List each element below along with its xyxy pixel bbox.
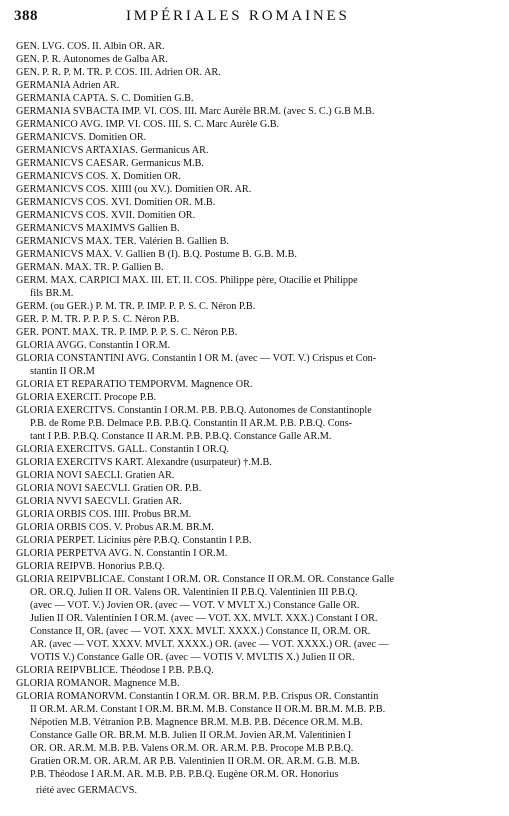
entry-continuation-line: VOTIS V.) Constance Galle OR. (avec — VOTIS V. MVLTIS X.) Julien II OR. <box>30 652 355 663</box>
entry-line: GLORIA REIPVBLICAE. Constant I OR.M. OR. Constance II OR.M. OR. Constance Galle <box>16 574 395 585</box>
entry-continuation-line: (avec — VOT. V.) Jovien OR. (avec — VOT. V MVLT X.) Constance Galle OR. <box>30 600 360 611</box>
entry-line: GLORIA NOVI SAECLI. Gratien AR. <box>16 470 175 481</box>
entry-line: GLORIA PERPET. Licinius père P.B.Q. Constantin I P.B. <box>16 535 252 546</box>
entry-continuation-line: P.B. de Rome P.B. Delmace P.B. P.B.Q. Constantin II AR.M. P.B. P.B.Q. Cons- <box>30 418 353 429</box>
entry-line: GERMANICVS MAXIMVS Gallien B. <box>16 223 180 234</box>
entry-continuation-line: stantin II OR.M <box>30 366 95 377</box>
entry-line: GLORIA ORBIS COS. V. Probus AR.M. BR.M. <box>16 522 214 533</box>
entry-line: GLORIA ROMANORVM. Constantin I OR.M. OR. BR.M. P.B. Crispus OR. Constantin <box>16 691 379 702</box>
entry-continuation-line: II OR.M. AR.M. Constant I OR.M. BR.M. M.B. Constance II OR.M. BR.M. M.B. P.B. <box>30 704 386 715</box>
entry-continuation-line: tant I P.B. P.B.Q. Constance II AR.M. P.B. P.B.Q. Constance Galle AR.M. <box>30 431 332 442</box>
entry-continuation-line: AR. (avec — VOT. XXXV. MVLT. XXXX.) OR. (avec — VOT. XXXX.) OR. (avec — <box>30 639 389 650</box>
entry-list <box>16 40 497 781</box>
entry-line: GLORIA ROMANOR. Magnence M.B. <box>16 678 180 689</box>
entry-line: GERMANIA Adrien AR. <box>16 80 120 91</box>
running-header <box>14 8 495 30</box>
footnote: riété avec GERMACVS. <box>36 785 138 796</box>
entry-line: GLORIA CONSTANTINI AVG. Constantin I OR M. (avec — VOT. V.) Crispus et Con- <box>16 353 377 364</box>
entry-line: GLORIA AVGG. Constantin I OR.M. <box>16 340 171 351</box>
entry-line: GLORIA EXERCIT. Procope P.B. <box>16 392 157 403</box>
entry-line: GERMANICVS MAX. TER. Valérien B. Gallien B. <box>16 236 229 247</box>
entry-continuation-line: Julien II OR. Valentinien I OR.M. (avec — VOT. XX. MVLT. XXX.) Constant I OR. <box>30 613 378 624</box>
entry-line: GERMANICVS MAX. V. Gallien B (I). B.Q. Postume B. G.B. M.B. <box>16 249 297 260</box>
entry-line: GLORIA REIPVB. Honorius P.B.Q. <box>16 561 165 572</box>
entry-line: GLORIA ORBIS COS. IIII. Probus BR.M. <box>16 509 192 520</box>
entry-line: GLORIA ET REPARATIO TEMPORVM. Magnence OR. <box>16 379 253 390</box>
entry-line: GERMANICO AVG. IMP. VI. COS. III. S. C. Marc Aurèle G.B. <box>16 119 280 130</box>
entry-line: GLORIA NVVI SAECVLI. Gratien AR. <box>16 496 182 507</box>
entry-line: GERMANICVS. Domitien OR. <box>16 132 147 143</box>
entry-line: GEN. P. R. P. M. TR. P. COS. III. Adrien OR. AR. <box>16 67 221 78</box>
entry-continuation-line: OR. OR. AR.M. M.B. P.B. Valens OR.M. OR. AR.M. P.B. Procope M.B P.B.Q. <box>30 743 354 754</box>
entry-line: GLORIA EXERCITVS. Constantin I OR.M. P.B. P.B.Q. Autonomes de Constantinople <box>16 405 372 416</box>
entry-continuation-line: P.B. Théodose I AR.M. AR. M.B. P.B. P.B.Q. Eugène OR.M. OR. Honorius <box>30 769 339 780</box>
entry-line: GERMANIA CAPTA. S. C. Domitien G.B. <box>16 93 194 104</box>
entry-line: GLORIA PERPETVA AVG. N. Constantin I OR.M. <box>16 548 228 559</box>
entry-line: GERMANICVS CAESAR. Germanicus M.B. <box>16 158 204 169</box>
entry-continuation-line: Constance II, OR. (avec — VOT. XXX. MVLT. XXXX.) Constance II, OR.M. OR. <box>30 626 371 637</box>
entry-continuation-line: OR. OR.Q. Julien II OR. Valens OR. Valentinien II P.B.Q. Valentinien III P.B.Q. <box>30 587 358 598</box>
entry-line: GERMANICVS COS. XIIII (ou XV.). Domitien OR. AR. <box>16 184 252 195</box>
entry-line: GERM. MAX. CARPICI MAX. III. ET. II. COS. Philippe père, Otacilie et Philippe <box>16 275 358 286</box>
entry-line: GER. PONT. MAX. TR. P. IMP. P. P. S. C. Néron P.B. <box>16 327 238 338</box>
page-title: IMPÉRIALES ROMAINES <box>126 8 350 24</box>
page-number: 388 <box>14 8 38 24</box>
entry-line: GLORIA EXERCITVS KART. Alexandre (usurpateur) †.M.B. <box>16 457 272 468</box>
entry-line: GEN. P. R. Autonomes de Galba AR. <box>16 54 168 65</box>
entry-continuation-line: Gratien OR.M. OR. AR.M. AR P.B. Valentinien II OR.M. OR. AR.M. G.B. M.B. <box>30 756 360 767</box>
entry-line: GERMAN. MAX. TR. P. Gallien B. <box>16 262 164 273</box>
entry-continuation-line: Constance Galle OR. BR.M. M.B. Julien II OR.M. Jovien AR.M. Valentinien I <box>30 730 352 741</box>
entry-line: GLORIA NOVI SAECVLI. Gratien OR. P.B. <box>16 483 202 494</box>
entry-line: GEN. LVG. COS. II. Albin OR. AR. <box>16 41 165 52</box>
entry-line: GER. P. M. TR. P. P. P. S. C. Néron P.B. <box>16 314 180 325</box>
entry-line: GERM. (ou GER.) P. M. TR. P. IMP. P. P. S. C. Néron P.B. <box>16 301 256 312</box>
entry-line: GLORIA EXERCITVS. GALL. Constantin I OR.Q. <box>16 444 230 455</box>
entry-line: GERMANIA SVBACTA IMP. VI. COS. III. Marc Aurèle BR.M. (avec S. C.) G.B M.B. <box>16 106 375 117</box>
entry-line: GERMANICVS COS. X. Domitien OR. <box>16 171 181 182</box>
entry-line: GLORIA REIPVBLICE. Théodose I P.B. P.B.Q. <box>16 665 214 676</box>
entry-continuation-line: Népotien M.B. Vétranion P.B. Magnence BR.M. M.B. P.B. Décence OR.M. M.B. <box>30 717 363 728</box>
entry-line: GERMANICVS COS. XVII. Domitien OR. <box>16 210 196 221</box>
entry-line: GERMANICVS COS. XVI. Domitien OR. M.B. <box>16 197 216 208</box>
entry-line: GERMANICVS ARTAXIAS. Germanicus AR. <box>16 145 209 156</box>
entry-continuation-line: fils BR.M. <box>30 288 74 299</box>
